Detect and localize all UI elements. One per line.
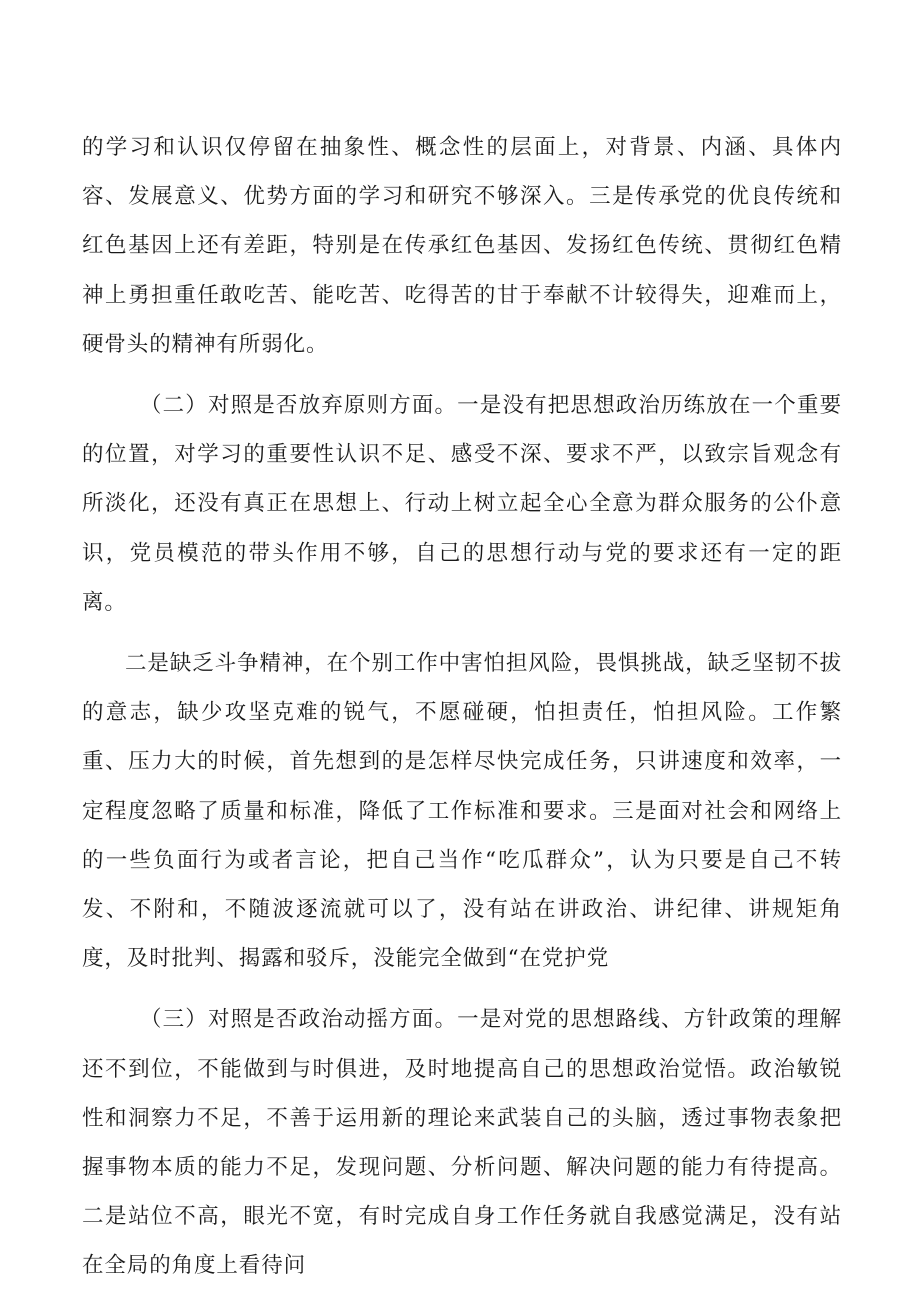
paragraph-4: （三）对照是否政治动摇方面。一是对党的思想路线、方针政策的理解还不到位，不能做到与时俱进，及时地提高自己的思想政治觉悟。政治敏锐性和洞察力不足，不善于运用新的理论来武装自己的头脑，透过事物表象把握事物本质的能力不足，发现问题、分析问题、解决问题的能力有待提高。二是站位不高，眼光不宽，有时完成自身工作任务就自我感觉满足，没有站在全局的角度上看待问: [82, 1007, 842, 1279]
paragraph-3: 二是缺乏斗争精神，在个别工作中害怕担风险，畏惧挑战，缺乏坚韧不拔的意志，缺少攻坚克难的锐气，不愿碰硬，怕担责任，怕担风险。工作繁重、压力大的时候，首先想到的是怎样尽快完成任务，只讲速度和效率，一定程度忽略了质量和标准，降低了工作标准和要求。三是面对社会和网络上的一些负面行为或者言论，把自己当作“吃瓜群众”，认为只要是自己不转发、不附和，不随波逐流就可以了，没有站在讲政治、讲纪律、讲规矩角度，及时批判、揭露和驳斥，没能完全做到“在党护党: [82, 651, 842, 972]
paragraph-1: 的学习和认识仅停留在抽象性、概念性的层面上，对背景、内涵、具体内容、发展意义、优势方面的学习和研究不够深入。三是传承党的优良传统和红色基因上还有差距，特别是在传承红色基因、发扬红色传统、贯彻红色精神上勇担重任敢吃苦、能吃苦、吃得苦的甘于奉献不计较得失，迎难而上，硬骨头的精神有所弱化。: [82, 135, 842, 357]
paragraph-2: （二）对照是否放弃原则方面。一是没有把思想政治历练放在一个重要的位置，对学习的重要性认识不足、感受不深、要求不严，以致宗旨观念有所淡化，还没有真正在思想上、行动上树立起全心全意为群众服务的公仆意识，党员模范的带头作用不够，自己的思想行动与党的要求还有一定的距离。: [82, 393, 842, 615]
document-page: [82, 123, 842, 1291]
